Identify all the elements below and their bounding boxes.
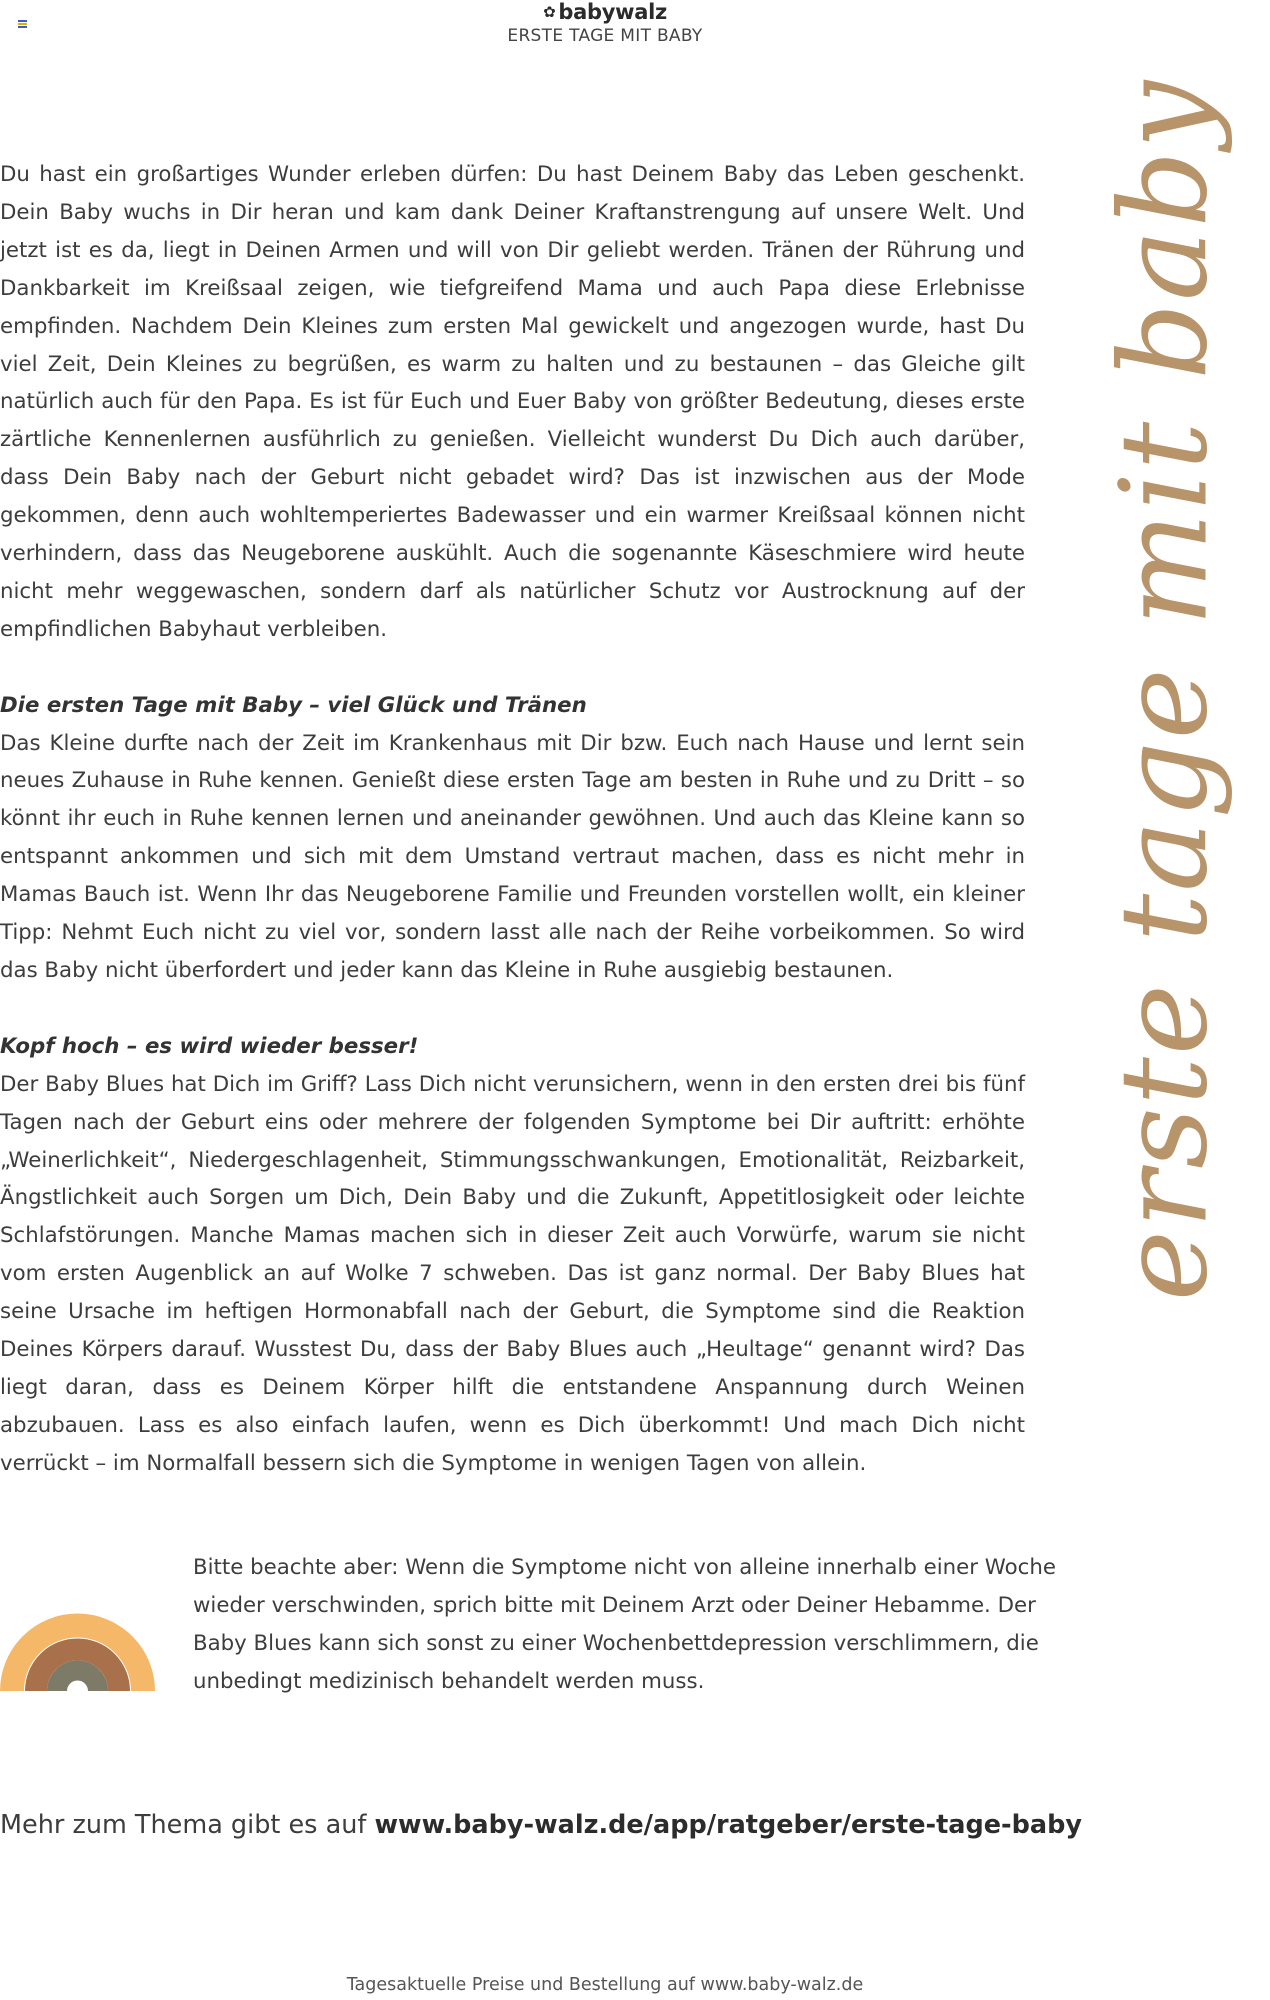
more-info (0, 1810, 1082, 1840)
rainbow-inner-arc (57, 1671, 98, 1691)
rainbow-icon (0, 1556, 155, 1691)
intro-paragraph: Du hast ein großartiges Wunder erleben dürfen: Du hast Deinem Baby das Leben geschenkt. Dein Baby wuchs in Dir heran und kam dank Deiner Kraftanstrengung auf unsere Welt. Und jetzt ist es da, liegt in Deinen Armen und will von Dir geliebt werden. Tränen der Rührung und Dankbarkeit im Kreißsaal zeigen, wie tiefgreifend Mama und auch Papa diese Erlebnisse empfinden. Nachdem Dein Kleines zum ersten Mal gewickelt und angezogen wurde, hast Du viel Zeit, Dein Kleines zu begrüßen, es warm zu halten und zu bestaunen – das Gleiche gilt natürlich auch für den Papa. Es ist für Euch und Euer Baby von größter Bedeutung, dieses erste zärtliche Kennenlernen ausführlich zu genießen. Vielleicht wunderst Du Dich auch darüber, dass Dein Baby nach der Geburt nicht gebadet wird? Das ist inzwischen aus der Mode gekommen, denn auch wohltemperiertes Badewasser und ein warmer Kreißsaal können nicht verhindern, dass das Neugeborene auskühlt. Auch die sogenannte Käseschmiere wird heute nicht mehr weggewaschen, sondern darf als natürlicher Schutz vor Austrocknung auf der empfindlichen Babyhaut verbleiben. (0, 162, 1025, 642)
section-text-baby-blues: Der Baby Blues hat Dich im Griff? Lass Dich nicht verunsichern, wenn in den ersten drei bis fünf Tagen nach der Geburt eins oder mehrere der folgenden Symptome bei Dir auftritt: erhöhte „Weinerlichkeit“, Niedergeschlagenheit, Stimmungsschwankungen, Emotionalität, Reizbarkeit, Ängstlichkeit auch Sorgen um Dich, Dein Baby und die Zukunft, Appetitlosigkeit oder leichte Schlafstörungen. Manche Mamas machen sich in dieser Zeit auch Vorwürfe, warum sie nicht vom ersten Augenblick an auf Wolke 7 schweben. Das ist ganz normal. Der Baby Blues hat seine Ursache im heftigen Hormonabfall nach der Geburt, die Symptome sind die Reaktion Deines Körpers darauf. Wusstest Du, dass der Baby Blues auch „Heultage“ genannt wird? Das liegt daran, dass es Deinem Körper hilft die entstandene Anspannung durch Weinen abzubauen. Lass es also einfach laufen, wenn es Dich überkommt! Und mach Dich nicht verrückt – im Normalfall bessern sich die Symptome in wenigen Tagen von allein. (0, 1071, 1025, 1476)
side-title: erste tage mit baby (1095, 78, 1235, 1302)
brand-logo (0, 0, 1210, 24)
section-heading-baby-blues: Kopf hoch – es wird wieder besser! (0, 1033, 419, 1059)
brand-name: babywalz (558, 0, 667, 24)
more-info-link[interactable]: www.baby-walz.de/app/ratgeber/erste-tage-baby (374, 1810, 1082, 1840)
section-text-first-days: Das Kleine durfte nach der Zeit im Krankenhaus mit Dir bzw. Euch nach Hause und lernt sein neues Zuhause in Ruhe kennen. Genießt diese ersten Tage am besten in Ruhe und zu Dritt – so könnt ihr euch in Ruhe kennen lernen und aneinander gewöhnen. Und auch das Kleine kann so entspannt ankommen und sich mit dem Umstand vertraut machen, dass es nicht mehr in Mamas Bauch ist. Wenn Ihr das Neugeborene Familie und Freunden vorstellen wollt, ein kleiner Tipp: Nehmt Euch nicht zu viel vor, sondern lasst alle nach der Reihe vorbeikommen. So wird das Baby nicht überfordert und jeder kann das Kleine in Ruhe ausgiebig bestaunen. (0, 730, 1025, 984)
more-info-prefix: Mehr zum Thema gibt es auf (0, 1810, 367, 1840)
section-heading-first-days: Die ersten Tage mit Baby – viel Glück und Tränen (0, 692, 587, 718)
note-text: Bitte beachte aber: Wenn die Symptome nicht von alleine innerhalb einer Woche wieder verschwinden, sprich bitte mit Deinem Arzt oder Deiner Hebamme. Der Baby Blues kann sich sonst zu einer Wochenbettdepression verschlimmern, die unbedingt medizinisch behandelt werden muss. (193, 1555, 1056, 1694)
flower-icon: ✿ (543, 3, 556, 21)
page-subtitle: ERSTE TAGE MIT BABY (507, 26, 703, 46)
article-body (0, 156, 1025, 1483)
footer-text: Tagesaktuelle Preise und Bestellung auf www.baby-walz.de (346, 1975, 864, 1995)
